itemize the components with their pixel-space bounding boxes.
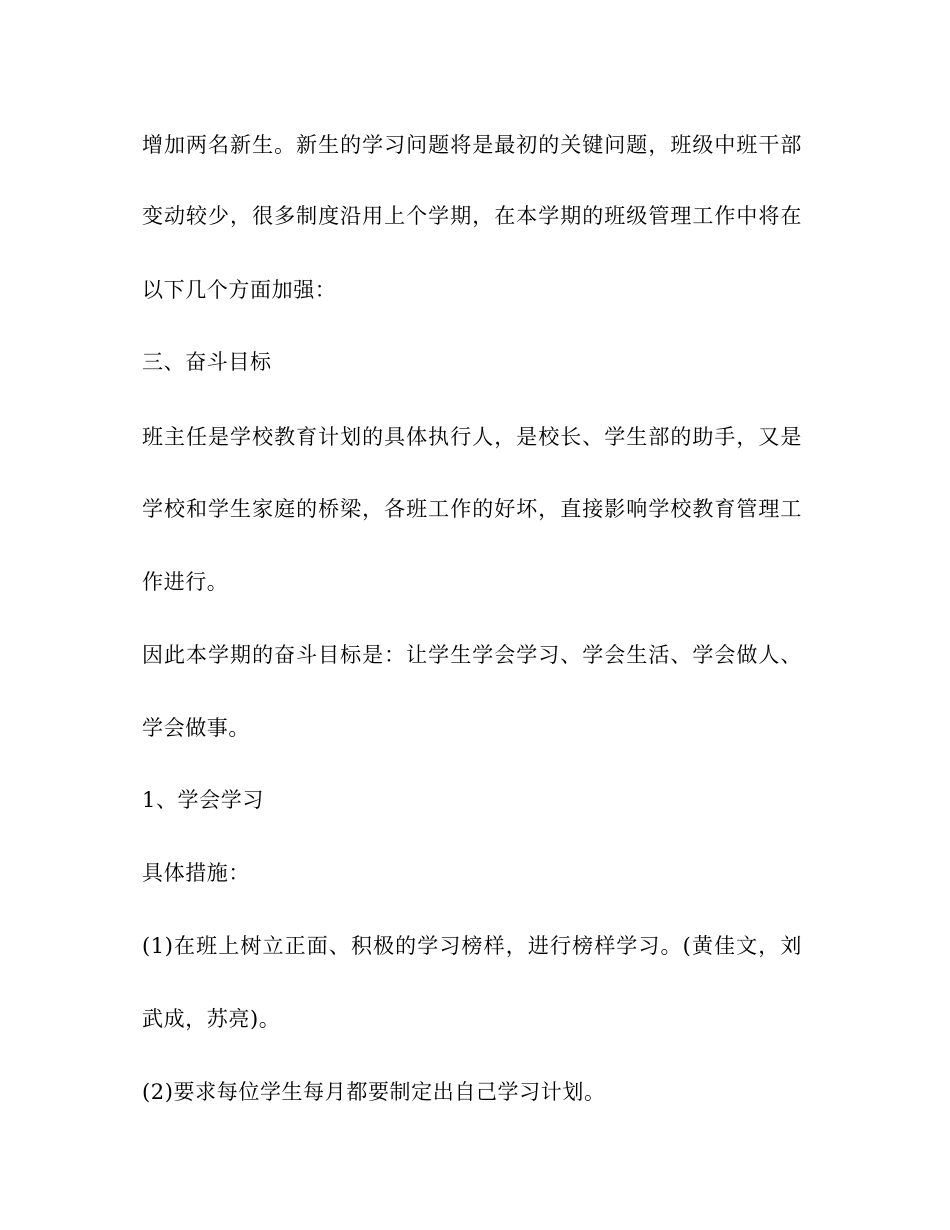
subsection-heading: 1、学会学习 (142, 788, 264, 812)
paragraph-line: 作进行。 (142, 570, 229, 594)
paragraph-line: 学会做事。 (142, 716, 250, 740)
paragraph-line: 因此本学期的奋斗目标是：让学生学会学习、学会生活、学会做人、 (142, 643, 802, 667)
paragraph-line: 增加两名新生。新生的学习问题将是最初的关键问题，班级中班干部 (142, 133, 802, 157)
list-item-line: 武成，苏亮)。 (142, 1007, 281, 1031)
paragraph-line: 变动较少，很多制度沿用上个学期，在本学期的班级管理工作中将在 (142, 204, 802, 228)
paragraph-line: 学校和学生家庭的桥梁，各班工作的好坏，直接影响学校教育管理工 (142, 497, 802, 521)
paragraph-line: 具体措施： (142, 861, 250, 885)
section-heading: 三、奋斗目标 (142, 350, 272, 374)
paragraph-line: 班主任是学校教育计划的具体执行人，是校长、学生部的助手，又是 (142, 425, 802, 449)
list-item-line: (2)要求每位学生每月都要制定出自己学习计划。 (142, 1080, 606, 1104)
list-item-line: (1)在班上树立正面、积极的学习榜样，进行榜样学习。(黄佳文，刘 (142, 934, 802, 958)
paragraph-line: 以下几个方面加强： (142, 278, 337, 302)
